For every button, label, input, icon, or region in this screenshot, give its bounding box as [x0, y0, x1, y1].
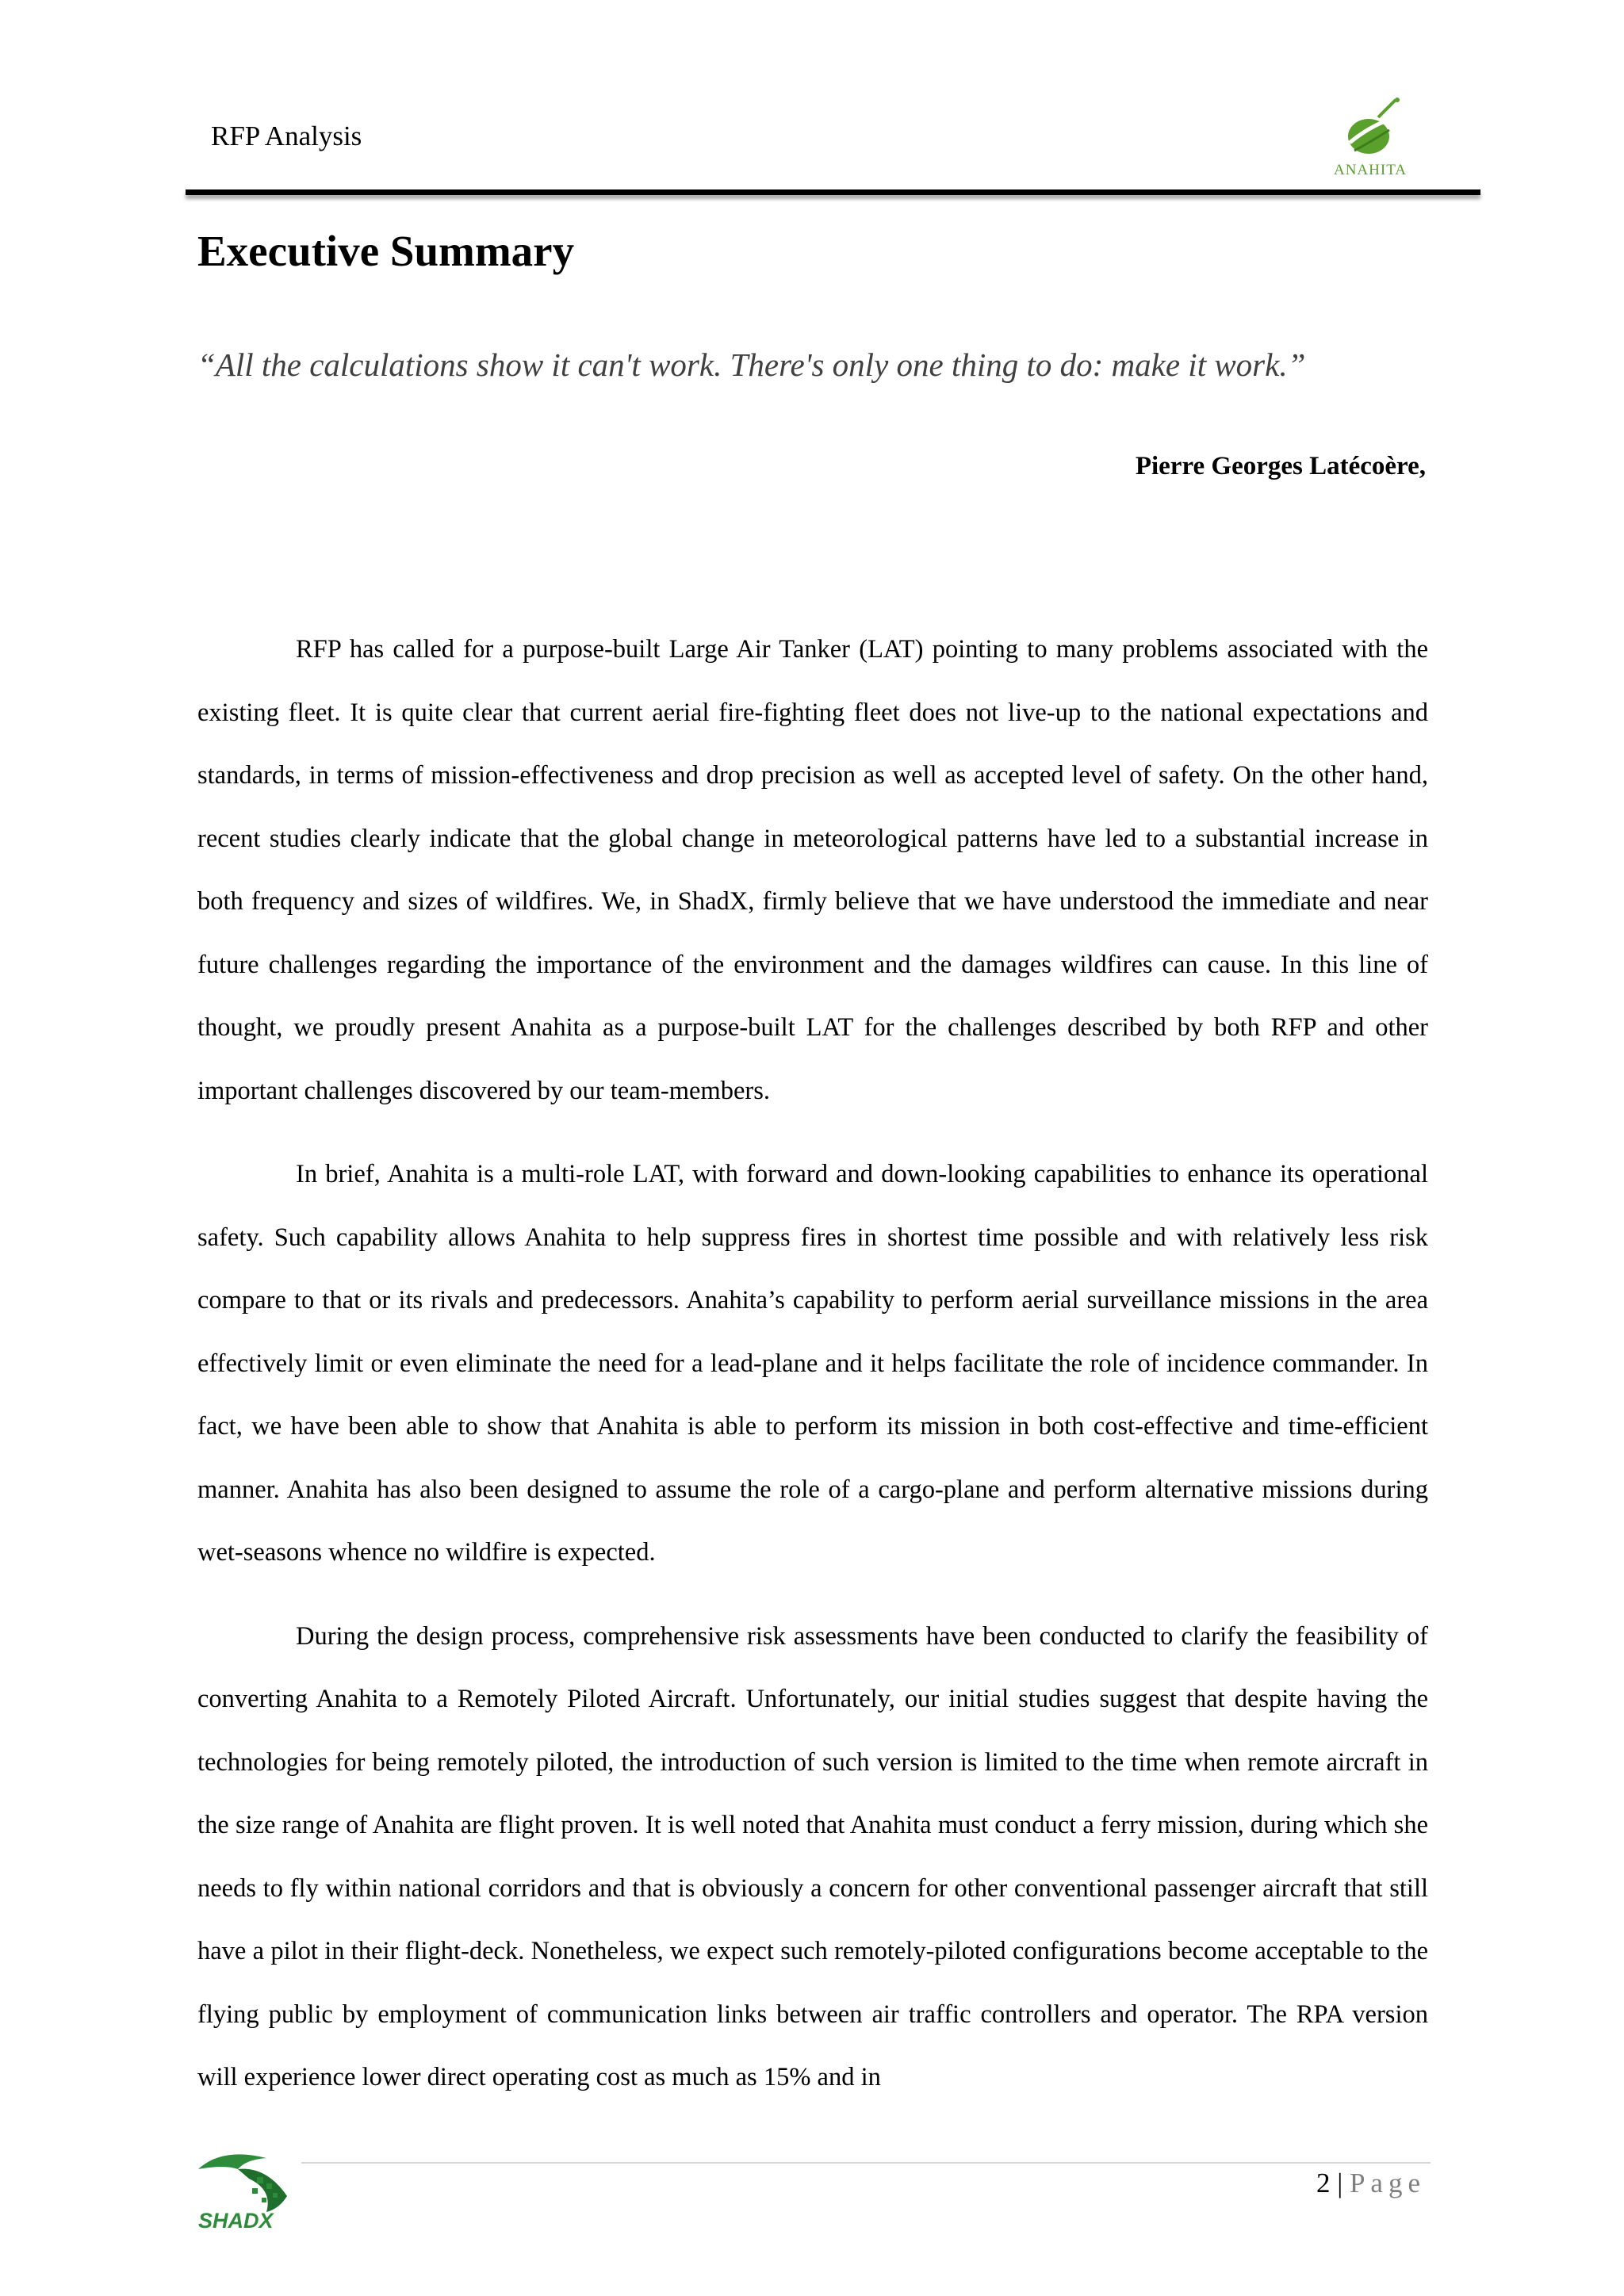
anahita-leaf-icon	[1323, 95, 1418, 166]
shadx-eagle-icon	[190, 2142, 301, 2214]
shadx-logo-text: SHADX	[198, 2209, 274, 2233]
epigraph-quote: “All the calculations show it can't work. There's only one thing to do: make it work.”	[197, 346, 1306, 383]
paragraph: In brief, Anahita is a multi-role LAT, with forward and down-looking capabilities to enhance its operational safety. Such capability allows Anahita to help suppress fires in shortest time possible and with relatively less risk compare to that or its rivals and predecessors. Anahita’s capability to perform aerial surveillance missions in the area effectively limit or even eliminate the need for a lead-plane and it helps facilitate the role of incidence commander. In fact, we have been able to show that Anahita is able to perform its mission in both cost-effective and time-efficient manner. Anahita has also been designed to assume the role of a cargo-plane and perform alternative missions during wet-seasons whence no wildfire is expected.	[197, 1160, 1428, 1567]
anahita-logo	[1323, 95, 1418, 182]
footer-divider	[301, 2162, 1431, 2164]
header-divider	[186, 189, 1480, 195]
body-text	[197, 618, 1428, 2110]
page-separator: |	[1330, 2168, 1350, 2198]
page-label: Page	[1349, 2168, 1426, 2198]
quote-attribution: Pierre Georges Latécoère,	[1135, 452, 1426, 480]
page-number-value: 2	[1316, 2168, 1331, 2198]
shadx-logo	[190, 2142, 301, 2237]
section-heading: Executive Summary	[197, 227, 575, 275]
paragraph: RFP has called for a purpose-built Large Air Tanker (LAT) pointing to many problems associated with the existing fleet. It is quite clear that current aerial fire-fighting fleet does not live-up to the national expectations and standards, in terms of mission-effectiveness and drop precision as well as accepted level of safety. On the other hand, recent studies clearly indicate that the global change in meteorological patterns have led to a substantial increase in both frequency and sizes of wildfires. We, in ShadX, firmly believe that we have understood the immediate and near future challenges regarding the importance of the environment and the damages wildfires can cause. In this line of thought, we proudly present Anahita as a purpose-built LAT for the challenges described by both RFP and other important challenges discovered by our team-members.	[197, 635, 1428, 1105]
anahita-logo-text: ANAHITA	[1333, 162, 1408, 178]
page-number	[1316, 2164, 1426, 2202]
paragraph: During the design process, comprehensive risk assessments have been conducted to clarify the feasibility of converting Anahita to a Remotely Piloted Aircraft. Unfortunately, our initial studies suggest that despite having the technologies for being remotely piloted, the introduction of such version is limited to the time when remote aircraft in the size range of Anahita are flight proven. It is well noted that Anahita must conduct a ferry mission, during which she needs to fly within national corridors and that is obviously a concern for other conventional passenger aircraft that still have a pilot in their flight-deck. Nonetheless, we expect such remotely-piloted configurations become acceptable to the flying public by employment of communication links between air traffic controllers and operator. The RPA version will experience lower direct operating cost as much as 15% and in	[197, 1621, 1428, 2091]
header-title: RFP Analysis	[211, 121, 362, 151]
